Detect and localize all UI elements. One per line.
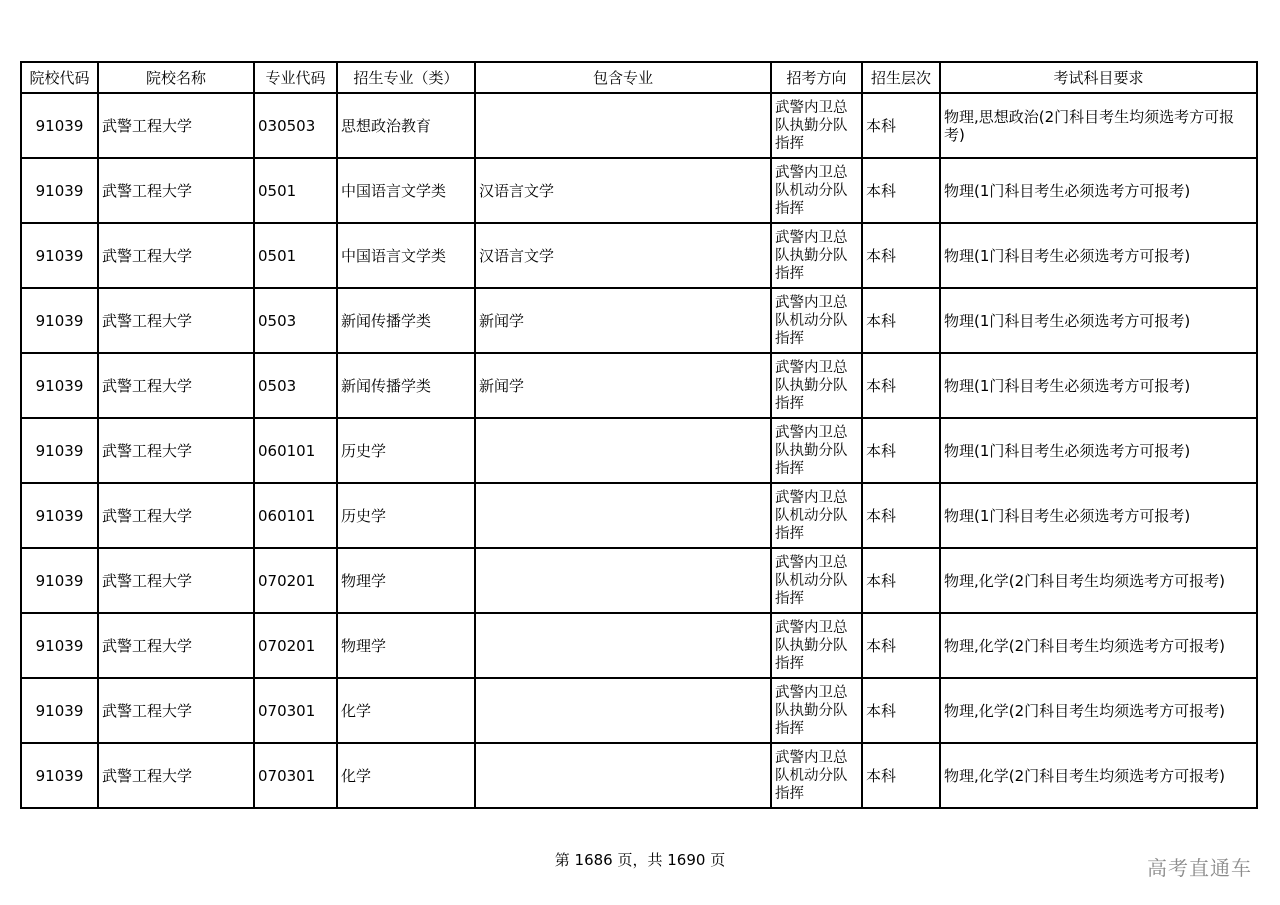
- table-body: [21, 93, 1257, 808]
- sub-majors-cell: [475, 743, 771, 808]
- major-cell: 历史学: [337, 483, 475, 548]
- major-cell: 新闻传播学类: [337, 353, 475, 418]
- direction-cell: 武警内卫总队机动分队指挥: [771, 548, 862, 613]
- school-name-cell: 武警工程大学: [98, 743, 254, 808]
- school-code-cell: 91039: [21, 613, 98, 678]
- table-header-row: [21, 62, 1257, 93]
- header-subject-requirements: 考试科目要求: [940, 62, 1257, 93]
- direction-cell: 武警内卫总队执勤分队指挥: [771, 613, 862, 678]
- subject-requirements-cell: 物理(1门科目考生必须选考方可报考): [940, 223, 1257, 288]
- table-row: [21, 93, 1257, 158]
- table-row: [21, 158, 1257, 223]
- major-cell: 化学: [337, 743, 475, 808]
- school-name-cell: 武警工程大学: [98, 158, 254, 223]
- subject-requirements-cell: 物理,化学(2门科目考生均须选考方可报考): [940, 613, 1257, 678]
- major-code-cell: 070201: [254, 548, 337, 613]
- major-code-cell: 0503: [254, 288, 337, 353]
- direction-cell: 武警内卫总队执勤分队指挥: [771, 678, 862, 743]
- sub-majors-cell: 新闻学: [475, 288, 771, 353]
- school-code-cell: 91039: [21, 418, 98, 483]
- table-row: [21, 678, 1257, 743]
- level-cell: 本科: [862, 678, 940, 743]
- direction-cell: 武警内卫总队机动分队指挥: [771, 743, 862, 808]
- major-code-cell: 0501: [254, 158, 337, 223]
- school-code-cell: 91039: [21, 288, 98, 353]
- level-cell: 本科: [862, 353, 940, 418]
- direction-cell: 武警内卫总队执勤分队指挥: [771, 418, 862, 483]
- sub-majors-cell: [475, 418, 771, 483]
- subject-requirements-cell: 物理(1门科目考生必须选考方可报考): [940, 288, 1257, 353]
- page-number: 第 1686 页，共 1690 页: [554, 851, 726, 869]
- school-code-cell: 91039: [21, 93, 98, 158]
- table-row: [21, 483, 1257, 548]
- level-cell: 本科: [862, 288, 940, 353]
- admissions-table: [20, 61, 1258, 809]
- school-code-cell: 91039: [21, 223, 98, 288]
- school-name-cell: 武警工程大学: [98, 613, 254, 678]
- school-name-cell: 武警工程大学: [98, 353, 254, 418]
- major-code-cell: 030503: [254, 93, 337, 158]
- level-cell: 本科: [862, 548, 940, 613]
- table-row: [21, 743, 1257, 808]
- school-code-cell: 91039: [21, 678, 98, 743]
- sub-majors-cell: 汉语言文学: [475, 223, 771, 288]
- school-code-cell: 91039: [21, 483, 98, 548]
- school-name-cell: 武警工程大学: [98, 418, 254, 483]
- major-code-cell: 0501: [254, 223, 337, 288]
- level-cell: 本科: [862, 743, 940, 808]
- subject-requirements-cell: 物理,化学(2门科目考生均须选考方可报考): [940, 678, 1257, 743]
- school-name-cell: 武警工程大学: [98, 223, 254, 288]
- header-school-name: 院校名称: [98, 62, 254, 93]
- header-major-code: 专业代码: [254, 62, 337, 93]
- table-row: [21, 353, 1257, 418]
- major-code-cell: 070201: [254, 613, 337, 678]
- major-cell: 物理学: [337, 548, 475, 613]
- subject-requirements-cell: 物理(1门科目考生必须选考方可报考): [940, 418, 1257, 483]
- level-cell: 本科: [862, 483, 940, 548]
- sub-majors-cell: [475, 613, 771, 678]
- sub-majors-cell: [475, 678, 771, 743]
- school-code-cell: 91039: [21, 548, 98, 613]
- school-code-cell: 91039: [21, 158, 98, 223]
- level-cell: 本科: [862, 418, 940, 483]
- table-row: [21, 418, 1257, 483]
- major-code-cell: 060101: [254, 483, 337, 548]
- header-level: 招生层次: [862, 62, 940, 93]
- major-cell: 思想政治教育: [337, 93, 475, 158]
- major-cell: 历史学: [337, 418, 475, 483]
- header-sub-majors: 包含专业: [475, 62, 771, 93]
- major-cell: 中国语言文学类: [337, 158, 475, 223]
- sub-majors-cell: [475, 483, 771, 548]
- header-direction: 招考方向: [771, 62, 862, 93]
- direction-cell: 武警内卫总队执勤分队指挥: [771, 223, 862, 288]
- header-major: 招生专业（类）: [337, 62, 475, 93]
- subject-requirements-cell: 物理,化学(2门科目考生均须选考方可报考): [940, 743, 1257, 808]
- table-row: [21, 613, 1257, 678]
- major-code-cell: 070301: [254, 743, 337, 808]
- table-row: [21, 548, 1257, 613]
- major-code-cell: 0503: [254, 353, 337, 418]
- direction-cell: 武警内卫总队机动分队指挥: [771, 288, 862, 353]
- level-cell: 本科: [862, 158, 940, 223]
- subject-requirements-cell: 物理(1门科目考生必须选考方可报考): [940, 353, 1257, 418]
- direction-cell: 武警内卫总队机动分队指挥: [771, 158, 862, 223]
- direction-cell: 武警内卫总队机动分队指挥: [771, 483, 862, 548]
- table-row: [21, 223, 1257, 288]
- major-cell: 新闻传播学类: [337, 288, 475, 353]
- major-code-cell: 070301: [254, 678, 337, 743]
- school-code-cell: 91039: [21, 353, 98, 418]
- watermark-logo-text: 高考直通车: [1147, 856, 1252, 880]
- subject-requirements-cell: 物理(1门科目考生必须选考方可报考): [940, 483, 1257, 548]
- major-cell: 物理学: [337, 613, 475, 678]
- sub-majors-cell: 汉语言文学: [475, 158, 771, 223]
- sub-majors-cell: [475, 548, 771, 613]
- level-cell: 本科: [862, 223, 940, 288]
- school-name-cell: 武警工程大学: [98, 288, 254, 353]
- header-school-code: 院校代码: [21, 62, 98, 93]
- school-name-cell: 武警工程大学: [98, 93, 254, 158]
- school-name-cell: 武警工程大学: [98, 483, 254, 548]
- subject-requirements-cell: 物理,化学(2门科目考生均须选考方可报考): [940, 548, 1257, 613]
- sub-majors-cell: [475, 93, 771, 158]
- level-cell: 本科: [862, 613, 940, 678]
- subject-requirements-cell: 物理(1门科目考生必须选考方可报考): [940, 158, 1257, 223]
- table-row: [21, 288, 1257, 353]
- major-code-cell: 060101: [254, 418, 337, 483]
- sub-majors-cell: 新闻学: [475, 353, 771, 418]
- subject-requirements-cell: 物理,思想政治(2门科目考生均须选考方可报考): [940, 93, 1257, 158]
- school-name-cell: 武警工程大学: [98, 678, 254, 743]
- school-name-cell: 武警工程大学: [98, 548, 254, 613]
- major-cell: 中国语言文学类: [337, 223, 475, 288]
- school-code-cell: 91039: [21, 743, 98, 808]
- direction-cell: 武警内卫总队执勤分队指挥: [771, 93, 862, 158]
- direction-cell: 武警内卫总队执勤分队指挥: [771, 353, 862, 418]
- major-cell: 化学: [337, 678, 475, 743]
- level-cell: 本科: [862, 93, 940, 158]
